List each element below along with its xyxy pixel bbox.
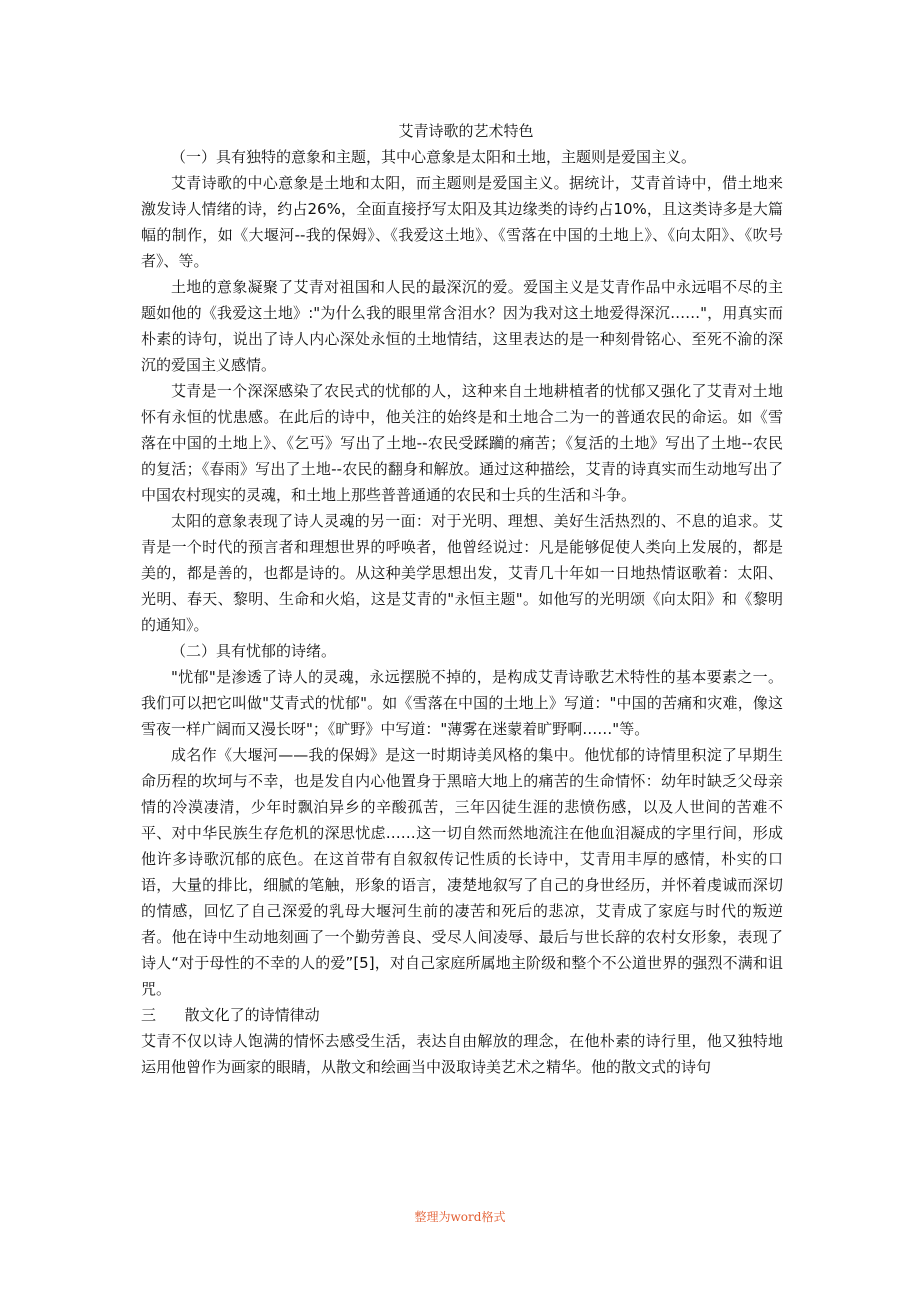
- section-one-heading: （一）具有独特的意象和主题，其中心意象是太阳和土地，主题则是爱国主义。: [171, 148, 697, 166]
- section-two-heading: （二）具有忧郁的诗绪。: [171, 642, 337, 660]
- section-one-paragraph-1: 艾青诗歌的中心意象是土地和太阳，而主题则是爱国主义。据统计，艾青首诗中，借土地来激发诗人情绪的诗，约占26%，全面直接抒写太阳及其边缘类的诗约占10%，且这类诗多是大篇幅的制作，如《大堰河--我的保姆》、《我爱这土地》、《雪落在中国的土地上》、《向太阳》、《吹号者》、等。: [141, 174, 783, 270]
- section-three-paragraph: 艾青不仅以诗人饱满的情怀去感受生活，表达自由解放的理念，在他朴素的诗行里，他又独特地运用他曾作为画家的眼睛，从散文和绘画当中汲取诗美艺术之精华。他的散文式的诗句: [141, 1032, 783, 1076]
- section-three-heading: 三 散文化了的诗情律动: [141, 1006, 320, 1024]
- document-title: 艾青诗歌的艺术特色: [398, 122, 534, 140]
- section-two-paragraph-2: 成名作《大堰河——我的保姆》是这一时期诗美风格的集中。他忧郁的诗情里积淀了早期生命历程的坎坷与不幸，也是发自内心他置身于黑暗大地上的痛苦的生命情怀：幼年时缺乏父母亲情的冷漠凄清，少年时飘泊异乡的辛酸孤苦，三年囚徒生涯的悲愤伤感，以及人世间的苦难不平、对中华民族生存危机的深思忧虑……这一切自然而然地流注在他血泪凝成的字里行间，形成他许多诗歌沉郁的底色。在这首带有自叙叙传记性质的长诗中，艾青用丰厚的感情，朴实的口语，大量的排比，细腻的笔触，形象的语言，凄楚地叙写了自己的身世经历，并怀着虔诚而深切的情感，回忆了自己深爱的乳母大堰河生前的凄苦和死后的悲凉，艾青成了家庭与时代的叛逆者。他在诗中生动地刻画了一个勤劳善良、受尽人间凌辱、最后与世长辞的农村女形象，表现了诗人“对于母性的不幸的人的爱”[5]，对自己家庭所属地主阶级和整个不公道世界的强烈不满和诅咒。: [141, 746, 783, 998]
- section-one-paragraph-2: 土地的意象凝聚了艾青对祖国和人民的最深沉的爱。爱国主义是艾青作品中永远唱不尽的主题如他的《我爱这土地》:"为什么我的眼里常含泪水？因为我对这土地爱得深沉……"，用真实而朴素的诗句，说出了诗人内心深处永恒的土地情结，这里表达的是一种刻骨铭心、至死不渝的深沉的爱国主义感情。: [141, 278, 783, 374]
- section-one-paragraph-3: 艾青是一个深深感染了农民式的忧郁的人，这种来自土地耕植者的忧郁又强化了艾青对土地怀有永恒的忧患感。在此后的诗中，他关注的始终是和土地合二为一的普通农民的命运。如《雪落在中国的土地上》、《乞丐》写出了土地--农民受蹂躏的痛苦；《复活的土地》写出了土地--农民的复活；《春雨》写出了土地--农民的翻身和解放。通过这种描绘，艾青的诗真实而生动地写出了中国农村现实的灵魂，和土地上那些普普通通的农民和士兵的生活和斗争。: [141, 382, 783, 504]
- document-body: [141, 118, 783, 1080]
- page-footer: 整理为word格式: [414, 1210, 506, 1224]
- section-one-paragraph-4: 太阳的意象表现了诗人灵魂的另一面：对于光明、理想、美好生活热烈的、不息的追求。艾青是一个时代的预言者和理想世界的呼唤者，他曾经说过：凡是能够促使人类向上发展的，都是美的，都是善的，也都是诗的。从这种美学思想出发，艾青几十年如一日地热情讴歌着：太阳、光明、春天、黎明、生命和火焰，这是艾青的"永恒主题"。如他写的光明颂《向太阳》和《黎明的通知》。: [141, 512, 783, 634]
- section-two-paragraph-1: "忧郁"是渗透了诗人的灵魂，永远摆脱不掉的，是构成艾青诗歌艺术特性的基本要素之一。我们可以把它叫做"艾青式的忧郁"。如《雪落在中国的土地上》写道："中国的苦痛和灾难，像这雪夜一样广阔而又漫长呀"；《旷野》中写道："薄雾在迷蒙着旷野啊……"等。: [141, 668, 783, 738]
